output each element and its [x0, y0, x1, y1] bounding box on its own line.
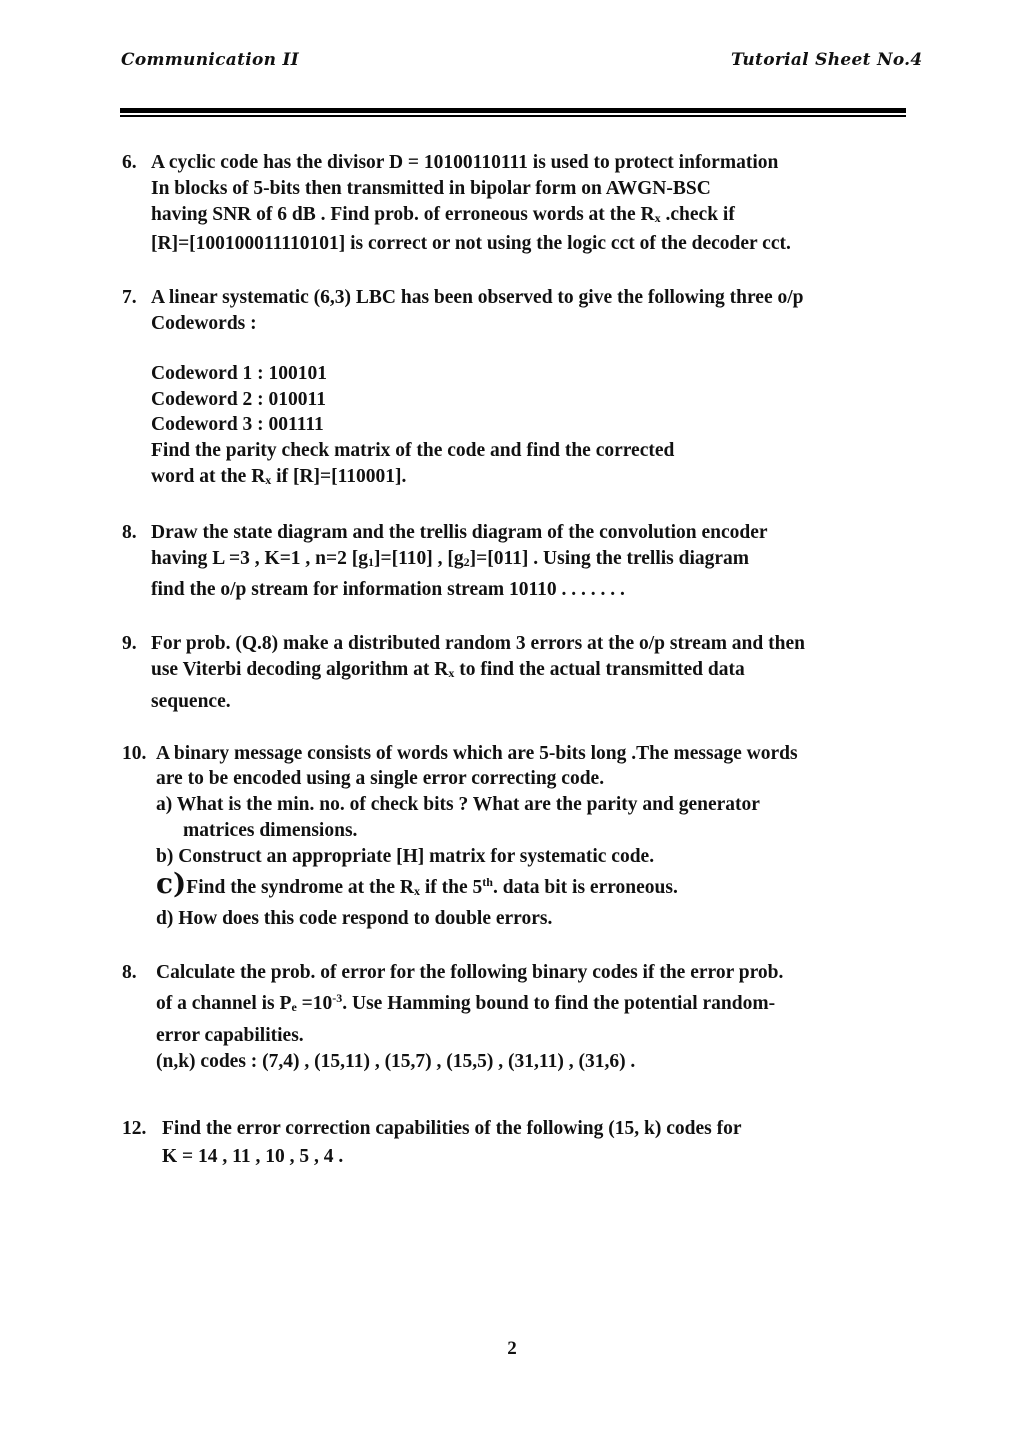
question-number: 8.	[122, 521, 137, 543]
codeword-line: Codeword 1 : 100101	[151, 362, 328, 384]
question-text-line: use Viterbi decoding algorithm at Rx to find the actual transmitted data	[151, 658, 745, 680]
question-7	[122, 285, 912, 494]
page-number: 2	[507, 1338, 517, 1359]
header-course-title: Communication II	[121, 50, 300, 70]
question-text-line: A binary message consists of words which are 5-bits long .The message words	[156, 742, 798, 764]
question-6	[122, 150, 912, 257]
question-text-line: Calculate the prob. of error for the following binary codes if the error prob.	[156, 962, 784, 984]
question-text-line: of a channel is $Pe =10^{-3}$. Use Hamming bound to find the potential random-	[156, 990, 776, 1014]
question-text-line: find the o/p stream for information stream 10110 . . . . . . .	[151, 579, 625, 601]
question-text-line: [R]=[100100011110101] is correct or not using the logic cct of the decoder cct.	[151, 233, 791, 255]
question-8-error-prob	[122, 960, 912, 1074]
codeword-line: Codeword 3 : 001111	[151, 414, 324, 436]
question-text-line: In blocks of 5-bits then transmitted in bipolar form on AWGN-BSC	[151, 177, 711, 199]
question-text-line: Find the parity check matrix of the code and find the corrected	[151, 440, 675, 462]
question-text-line: word at the Rx if [R]=[110001].	[151, 465, 407, 487]
question-text-line: are to be encoded using a single error correcting code.	[156, 768, 605, 790]
question-12	[122, 1116, 912, 1170]
question-text-line: Draw the state diagram and the trellis diagram of the convolution encoder	[151, 521, 768, 543]
question-text-line: having L =3 , K=1 , n=2 [g1]=[110] , [g2]=[011] . Using the trellis diagram	[151, 547, 750, 569]
question-number: 6.	[122, 152, 137, 173]
question-text-line: having SNR of 6 dB . Find prob. of erroneous words at the Rx .check if	[151, 203, 735, 225]
question-text-line: A linear systematic (6,3) LBC has been observed to give the following three o/p	[151, 287, 804, 309]
question-number: 12.	[122, 1118, 147, 1140]
question-text-line: sequence.	[151, 690, 231, 712]
sub-question-b: b) Construct an appropriate [H] matrix for systematic code.	[156, 845, 655, 867]
question-number: 9.	[122, 633, 137, 655]
question-text-line: A cyclic code has the divisor D = 10100110111 is used to protect information	[151, 152, 779, 173]
question-number: 10.	[122, 742, 147, 764]
question-list	[122, 150, 912, 1170]
question-text-line: K = 14 , 11 , 10 , 5 , 4 .	[162, 1146, 344, 1168]
sub-question-c: c)Find the syndrome at the Rx if the 5th. data bit is erroneous.	[156, 866, 678, 900]
question-text-line: For prob. (Q.8) make a distributed random 3 errors at the o/p stream and then	[151, 633, 805, 655]
codeword-line: Codeword 2 : 010011	[151, 388, 326, 410]
sub-question-a-cont: matrices dimensions.	[183, 819, 358, 841]
question-text-line: error capabilities.	[156, 1024, 304, 1046]
sub-question-d: d) How does this code respond to double errors.	[156, 908, 553, 930]
question-text-line: Find the error correction capabilities of the following (15, k) codes for	[162, 1118, 742, 1140]
sub-question-a: a) What is the min. no. of check bits ? What are the parity and generator	[156, 794, 760, 816]
question-10	[122, 741, 912, 933]
question-9	[122, 631, 912, 714]
question-number: 7.	[122, 287, 137, 309]
header-sheet-title: Tutorial Sheet No.4	[731, 50, 923, 70]
header-rule-thin	[120, 115, 906, 117]
question-text-line: (n,k) codes : (7,4) , (15,11) , (15,7) , (15,5) , (31,11) , (31,6) .	[156, 1050, 636, 1072]
question-text-line: Codewords :	[151, 312, 257, 334]
question-8-convolution	[122, 520, 912, 603]
header-rule-thick	[120, 108, 906, 113]
question-number: 8.	[122, 962, 137, 984]
